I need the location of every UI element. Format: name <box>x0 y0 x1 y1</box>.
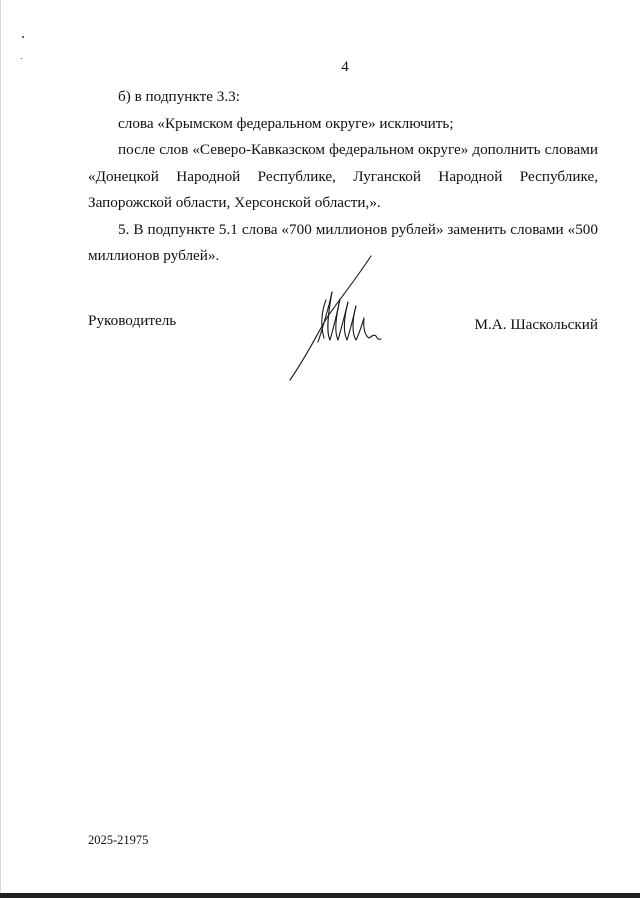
scan-edge-bottom <box>0 893 640 898</box>
page-number: 4 <box>341 59 349 75</box>
paragraph-item-5: 5. В подпункте 5.1 слова «700 миллионов рублей» заменить словами «500 миллионов рублей». <box>88 220 598 264</box>
signatory-title: Руководитель <box>88 312 177 329</box>
paragraph-subitem-b: б) в подпункте 3.3: <box>118 88 240 105</box>
document-id: 2025-21975 <box>88 833 149 847</box>
scan-speck <box>22 36 24 38</box>
signature-block <box>88 312 598 402</box>
document-body <box>88 84 598 270</box>
paragraph-addition: после слов «Северо-Кавказском федеральном округе» дополнить словами «Донецкой Народной Республике, Луганской Народной Республике, Запорожской области, Херсонской области,». <box>88 141 598 211</box>
signatory-name: М.А. Шаскольский <box>474 316 598 333</box>
scan-edge-left <box>0 0 1 898</box>
paragraph-exclude: слова «Крымском федеральном округе» исключить; <box>118 114 454 132</box>
handwritten-signature <box>288 254 418 384</box>
